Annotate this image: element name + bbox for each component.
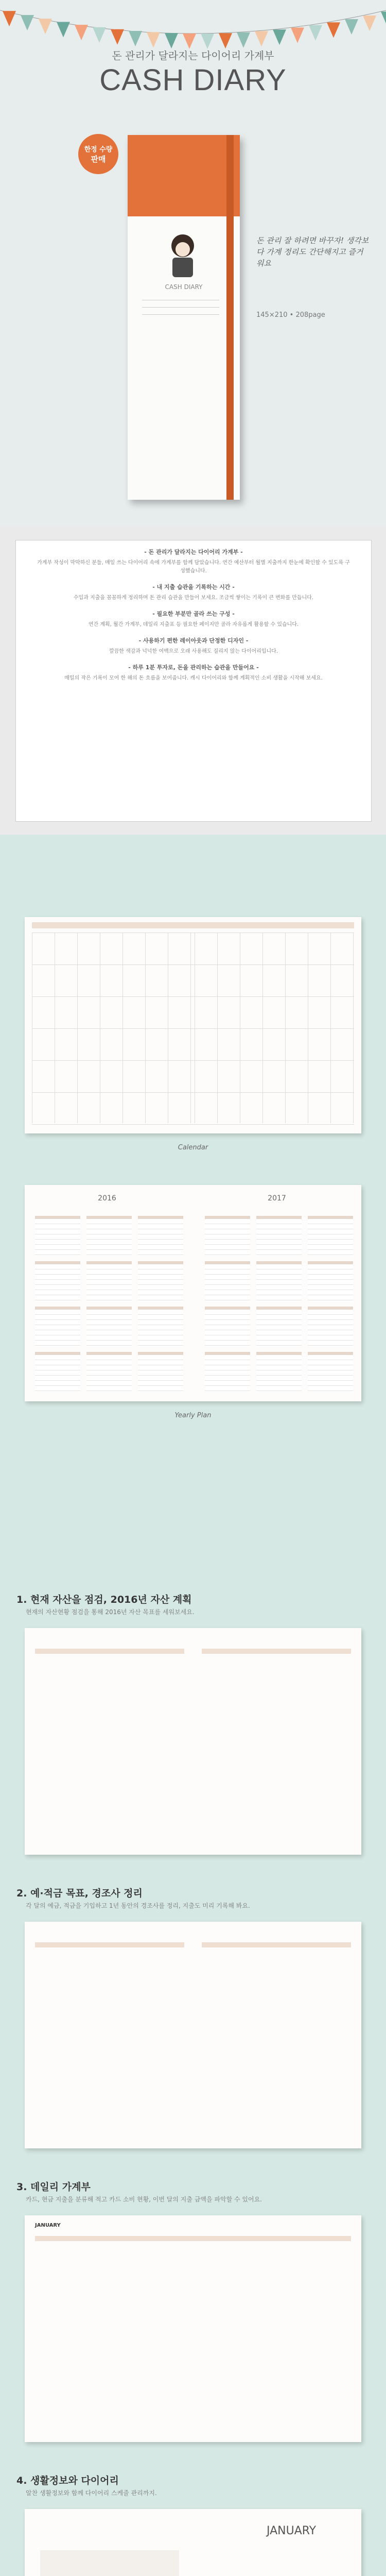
bunting-flag: [201, 33, 214, 49]
yearly-caption: Yearly Plan: [174, 1412, 212, 1419]
bunting-flag: [345, 19, 358, 35]
divider: [142, 307, 219, 308]
year-label: 2017: [268, 1194, 286, 1202]
grid-line: [217, 933, 218, 1123]
badge-line-1: 한정 수량: [84, 146, 113, 154]
grid-line: [32, 1060, 354, 1061]
grid-line: [262, 933, 263, 1123]
info-box: [15, 540, 372, 822]
mini-month: [256, 1261, 302, 1301]
grid-line: [285, 933, 286, 1123]
mini-month: [308, 1307, 353, 1347]
grid-line: [32, 1092, 354, 1093]
mini-month: [256, 1216, 302, 1256]
bunting-flag: [129, 31, 142, 46]
bunting-flag: [255, 31, 268, 46]
grid-line: [190, 933, 191, 1123]
badge-line-2: 판매: [91, 155, 106, 164]
bunting-flag: [309, 25, 322, 41]
illustration-icon: [160, 228, 206, 279]
mini-month: [138, 1261, 183, 1301]
bunting-flag: [147, 32, 160, 47]
section-1-title: 1. 현재 자산을 점검, 2016년 자산 계획: [16, 1594, 192, 1605]
grid-line: [32, 1028, 354, 1029]
bunting-flag: [3, 11, 16, 26]
mini-month: [35, 1261, 80, 1301]
bunting-flag: [75, 25, 88, 40]
bunting-flag: [111, 29, 124, 45]
grid-line: [77, 933, 78, 1123]
mini-month: [86, 1261, 132, 1301]
mini-month: [86, 1352, 132, 1392]
mini-month: [205, 1307, 250, 1347]
header-band: [35, 1942, 184, 1947]
info-paragraph: 연간 계획, 월간 가계부, 데일리 지출표 등 필요한 페이지만 골라 자유롭게 활용할 수 있습니다.: [88, 622, 299, 628]
hero-title: CASH DIARY: [99, 63, 287, 97]
bunting-flag: [363, 15, 376, 31]
info-paragraph: 수입과 지출을 꼼꼼하게 정리하며 돈 관리 습관을 만들어 보세요. 조금씩 쌓이는 기록이 큰 변화를 만듭니다.: [73, 595, 314, 601]
info-heading: - 내 지출 습관을 기록하는 시간 -: [152, 584, 235, 590]
bunting-flag: [237, 32, 250, 48]
header-band: [35, 1649, 184, 1654]
asset-plan-mock: [25, 1628, 361, 1855]
header-band: [202, 1649, 351, 1654]
calendar-section: [0, 835, 386, 1582]
year-calendar-mock: [25, 1185, 361, 1401]
mini-month: [205, 1216, 250, 1256]
grid-line: [353, 933, 354, 1123]
bunting-flag: [165, 33, 178, 48]
mini-month: [308, 1352, 353, 1392]
mini-month: [256, 1307, 302, 1347]
diary-month-title: JANUARY: [267, 2524, 317, 2537]
grid-line: [145, 933, 146, 1123]
book-cover-band: [128, 135, 240, 216]
diary-mock: [25, 2509, 361, 2576]
bunting-flag: [21, 15, 34, 30]
mini-month: [86, 1307, 132, 1347]
info-paragraph: 매일의 작은 기록이 모여 한 해의 돈 흐름을 보여줍니다. 캐시 다이어리와 함께 계획적인 소비 생활을 시작해 보세요.: [64, 675, 323, 681]
mini-month: [308, 1216, 353, 1256]
calendar-caption: Calendar: [178, 1144, 208, 1151]
section-3-desc: 카드, 현금 지출을 분류해 적고 카드 소비 현황, 이번 달의 지출 금액을 파악할 수 있어요.: [26, 2196, 262, 2203]
savings-plan-mock: [25, 1922, 361, 2148]
info-section: [0, 526, 386, 835]
grid-line: [32, 1124, 354, 1125]
mini-month: [35, 1307, 80, 1347]
grid-line: [122, 933, 123, 1123]
divider: [142, 314, 219, 315]
mini-month: [256, 1352, 302, 1392]
mini-month: [205, 1261, 250, 1301]
feature-sections: [0, 1582, 386, 2576]
header-band: [32, 922, 354, 928]
mini-month: [86, 1216, 132, 1256]
bunting-flag: [219, 33, 232, 48]
bunting-flag: [39, 19, 52, 34]
info-paragraph: 가계부 작성이 막막하신 분들, 매일 쓰는 다이어리 속에 가계부를 함께 담았습니다. 연간 예산부터 월별 지출까지 한눈에 확인할 수 있도록 구성했습니다.: [37, 560, 350, 574]
grid-line: [32, 996, 354, 997]
mini-month: [35, 1352, 80, 1392]
mini-month: [308, 1261, 353, 1301]
year-label: 2016: [98, 1194, 116, 1202]
info-page-block: [40, 2550, 179, 2576]
info-paragraph: 깔끔한 색감과 넉넉한 여백으로 오래 사용해도 질리지 않는 다이어리입니다.: [109, 649, 278, 654]
section-2-desc: 각 달의 예금, 적금을 기입하고 1년 동안의 경조사를 정리, 지출도 미리 기록해 봐요.: [26, 1902, 250, 1909]
daily-ledger-mock: [25, 2215, 361, 2442]
section-1-desc: 현재의 자산현황 점검을 통해 2016년 자산 목표를 세워보세요.: [26, 1608, 195, 1616]
section-4-desc: 알찬 생활정보와 함께 다이어리 스케줄 관리까지.: [26, 2489, 157, 2497]
limited-badge: [78, 134, 118, 174]
book-label: CASH DIARY: [165, 283, 203, 291]
bunting-flag: [327, 22, 340, 38]
calendar-spread-mock: [25, 917, 361, 1133]
bunting-flag: [381, 11, 386, 27]
grid-line: [32, 964, 354, 965]
mini-month: [138, 1307, 183, 1347]
bunting-flag: [291, 27, 304, 43]
mini-month: [138, 1352, 183, 1392]
bunting-flag: [183, 33, 196, 49]
mini-month: [138, 1216, 183, 1256]
section-4-title: 4. 생활정보와 다이어리: [16, 2475, 119, 2486]
info-heading: - 하루 1분 투자로, 돈을 관리하는 습관을 만들어요 -: [128, 664, 259, 671]
mini-month: [205, 1352, 250, 1392]
header-band: [35, 2236, 351, 2241]
section-3-title: 3. 데일리 가계부: [16, 2181, 91, 2193]
diary-book-image: [128, 135, 240, 500]
bunting-flag: [273, 29, 286, 45]
hero-section: [0, 0, 386, 526]
info-heading: - 사용하기 편한 레이아웃과 단정한 디자인 -: [138, 637, 249, 644]
grid-line: [330, 933, 331, 1123]
info-heading: - 필요한 부분만 골라 쓰는 구성 -: [152, 611, 235, 617]
bunting-flag: [93, 27, 106, 43]
handwritten-note: 돈 관리 잘 하려면 바꾸자! 생각보다 가계 정리도 간단해지고 즐거워요: [256, 236, 369, 268]
header-band: [202, 1942, 351, 1947]
bunting-flag: [57, 22, 70, 38]
spec-text: 145×210 • 208page: [256, 311, 325, 319]
hero-subtitle: 돈 관리가 달라지는 다이어리 가계부: [112, 49, 274, 62]
mini-month: [35, 1216, 80, 1256]
ledger-month-title: JANUARY: [35, 2223, 61, 2228]
info-heading: - 돈 관리가 달라지는 다이어리 가계부 -: [144, 549, 243, 555]
book-strap: [226, 135, 234, 500]
section-2-title: 2. 예·적금 목표, 경조사 정리: [16, 1888, 143, 1899]
